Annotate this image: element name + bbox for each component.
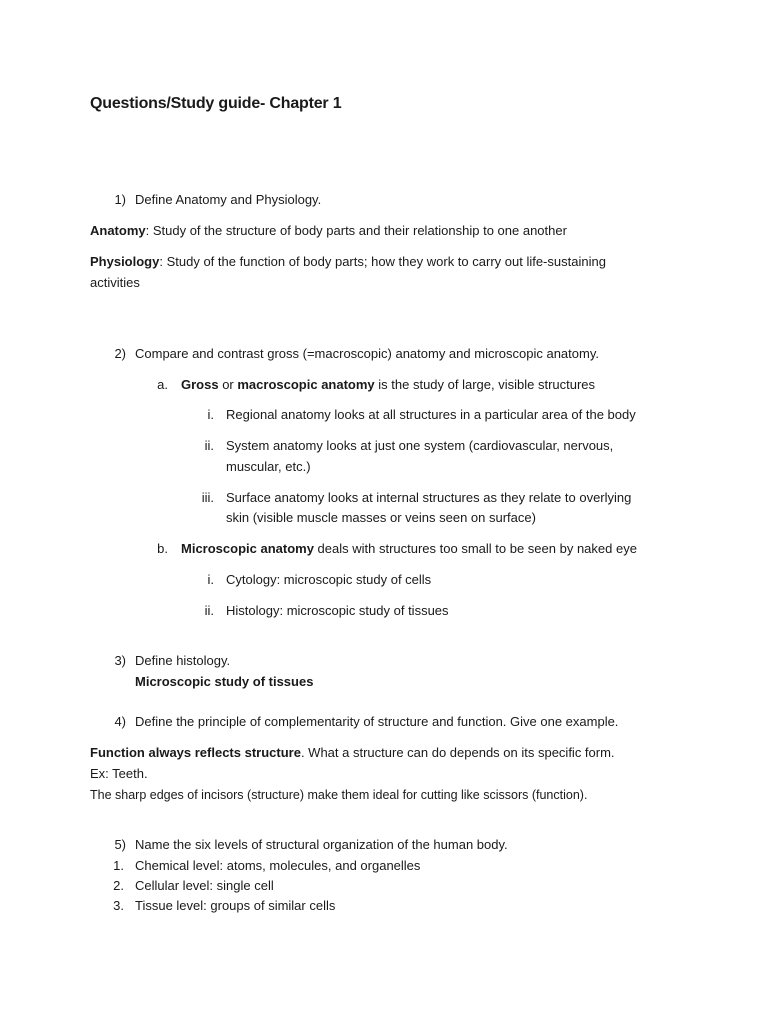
anatomy-def: : Study of the structure of body parts and their relationship to one another [145, 223, 567, 238]
list-marker: a. [157, 377, 168, 392]
question-number: 4) [114, 714, 126, 729]
page-title: Questions/Study guide- Chapter 1 [90, 95, 342, 112]
list-item: Regional anatomy looks at all structures in a particular area of the body [226, 407, 636, 422]
question-text: Compare and contrast gross (=macroscopic) anatomy and microscopic anatomy. [135, 346, 599, 361]
physiology-def-cont: activities [90, 275, 140, 290]
question-number: 1) [114, 192, 126, 207]
list-item: Histology: microscopic study of tissues [226, 603, 449, 618]
anatomy-definition [90, 222, 567, 240]
list-marker: ii. [204, 603, 214, 618]
list-marker: i. [207, 407, 214, 422]
list-marker: b. [157, 541, 168, 556]
list-marker: i. [207, 572, 214, 587]
gross-anatomy-item [181, 376, 595, 394]
answer-bold: Function always reflects structure [90, 745, 301, 760]
macroscopic-term: macroscopic anatomy [237, 377, 375, 392]
list-item: System anatomy looks at just one system (cardiovascular, nervous, [226, 438, 614, 453]
question-text: Define the principle of complementarity of structure and function. Give one example. [135, 714, 619, 729]
list-marker: 1. [113, 858, 124, 873]
physiology-def: : Study of the function of body parts; how they work to carry out life-sustaining [159, 254, 606, 269]
physiology-term: Physiology [90, 254, 160, 269]
list-marker: 3. [113, 898, 124, 913]
microscopic-desc: deals with structures too small to be seen by naked eye [313, 541, 637, 556]
microscopic-term: Microscopic anatomy [181, 541, 314, 556]
question-number: 2) [114, 346, 126, 361]
list-item-cont: skin (visible muscle masses or veins seen on surface) [226, 510, 536, 525]
connector-text: or [218, 377, 238, 392]
question-text: Define Anatomy and Physiology. [135, 192, 322, 207]
gross-term: Gross [181, 377, 219, 392]
answer-text [90, 744, 615, 762]
example-label: Ex: Teeth. [90, 766, 148, 781]
list-marker: 2. [113, 878, 124, 893]
list-item: Tissue level: groups of similar cells [135, 898, 336, 913]
question-text: Define histology. [135, 653, 231, 668]
answer-rest: . What a structure can do depends on its specific form. [300, 745, 615, 760]
list-marker: iii. [201, 490, 214, 505]
anatomy-term: Anatomy [90, 223, 146, 238]
gross-desc: is the study of large, visible structures [374, 377, 596, 392]
list-item: Chemical level: atoms, molecules, and organelles [135, 858, 421, 873]
question-number: 5) [114, 837, 126, 852]
list-item: Cellular level: single cell [135, 878, 274, 893]
question-text: Name the six levels of structural organization of the human body. [135, 837, 508, 852]
list-marker: ii. [204, 438, 214, 453]
list-item-cont: muscular, etc.) [226, 459, 311, 474]
answer-text: Microscopic study of tissues [135, 674, 314, 689]
question-number: 3) [114, 653, 126, 668]
microscopic-anatomy-item [181, 540, 637, 558]
example-detail: The sharp edges of incisors (structure) make them ideal for cutting like scissors (function). [90, 788, 588, 802]
list-item: Cytology: microscopic study of cells [226, 572, 432, 587]
list-item: Surface anatomy looks at internal structures as they relate to overlying [226, 490, 632, 505]
physiology-definition [90, 253, 606, 271]
